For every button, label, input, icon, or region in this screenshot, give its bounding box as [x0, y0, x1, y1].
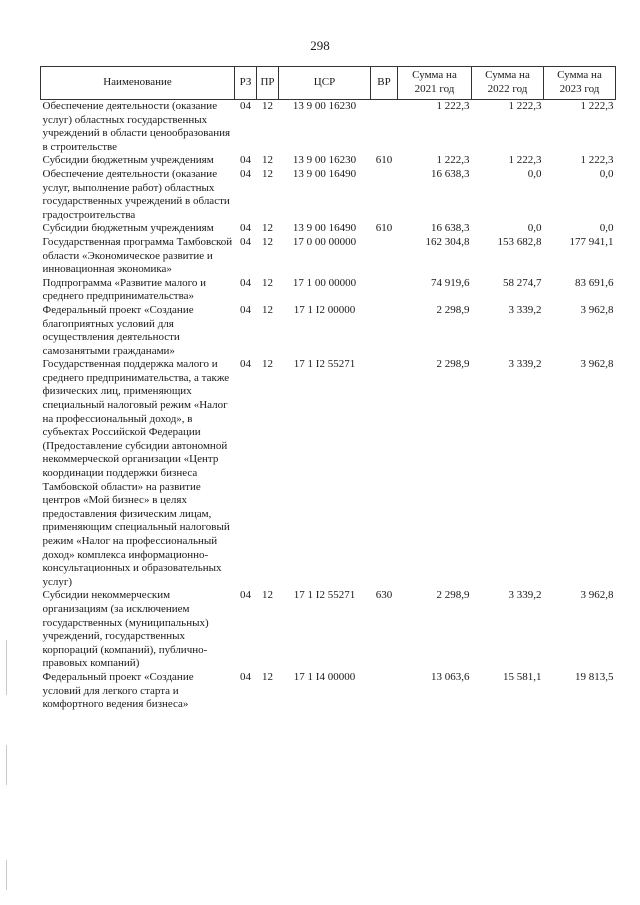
table-row — [41, 589, 616, 671]
cell-csr: 13 9 00 16230 — [292, 154, 357, 167]
cell-sum-2021: 2 298,9 — [436, 358, 470, 371]
cell-rz: 04 — [240, 154, 251, 167]
cell-csr: 13 9 00 16230 — [292, 100, 357, 112]
cell-vr — [371, 236, 398, 277]
cell-pr: 12 — [262, 235, 273, 248]
cell-sum-2022: 1 222,3 — [508, 100, 542, 112]
cell-sum-2021: 74 919,6 — [431, 276, 470, 289]
cell-sum-2021: 16 638,3 — [431, 167, 470, 180]
cell-rz: 04 — [240, 589, 251, 602]
cell-name: Государственная поддержка малого и среднего предпринимательства, а также физических лиц, применяющих специальный налоговый режим «Налог на профессиональный доход», в субъектах Российской Федерации (Предоставление субсидии автономной некоммерческой организации «Центр координации поддержки бизнеса Тамбовской области» на развитие центров «Мой бизнес» в целях предоставления физическим лицам, применяющим специальный налоговый режим «Налог на профессиональный доход» комплекса информационно-консультационных и образовательных услуг) — [42, 358, 230, 588]
cell-csr: 17 1 00 00000 — [292, 276, 357, 289]
cell-sum-2022: 0,0 — [527, 222, 542, 235]
cell-rz: 04 — [240, 100, 251, 112]
col-header-vr: ВР — [371, 67, 398, 100]
cell-sum-2021: 2 298,9 — [436, 589, 470, 602]
cell-csr: 17 1 I2 00000 — [293, 303, 356, 316]
cell-pr: 12 — [262, 154, 273, 167]
col-header-sum-2021: Сумма на 2021 год — [398, 67, 472, 100]
cell-vr: 610 — [375, 154, 393, 167]
cell-sum-2023: 3 962,8 — [580, 303, 614, 316]
cell-name: Субсидии бюджетным учреждениям — [42, 222, 214, 235]
cell-name: Субсидии некоммерческим организациям (за исключением государственных (муниципальных) учреждений, государственных корпораций (компаний), публично-правовых компаний) — [42, 589, 209, 670]
cell-name: Субсидии бюджетным учреждениям — [42, 154, 214, 167]
table-row — [41, 154, 616, 168]
cell-csr: 17 1 I2 55271 — [293, 589, 356, 602]
table-row — [41, 222, 616, 236]
table-row — [41, 304, 616, 358]
cell-rz: 04 — [240, 235, 251, 248]
cell-vr — [371, 304, 398, 358]
cell-csr: 17 1 I4 00000 — [293, 670, 356, 683]
cell-sum-2022: 0,0 — [527, 167, 542, 180]
cell-name: Обеспечение деятельности (оказание услуг, выполнение работ) областных государственных учреждений в области градостроительства — [42, 167, 230, 221]
cell-name: Федеральный проект «Создание благоприятных условий для осуществления деятельности самозанятыми гражданами» — [42, 303, 194, 357]
cell-pr: 12 — [262, 670, 273, 683]
cell-vr — [371, 100, 398, 155]
col-header-csr: ЦСР — [279, 67, 371, 100]
cell-sum-2023: 0,0 — [599, 222, 614, 235]
cell-sum-2023: 1 222,3 — [580, 100, 614, 112]
cell-vr: 610 — [375, 222, 393, 235]
cell-vr — [371, 671, 398, 712]
page-number: 298 — [310, 38, 330, 53]
cell-pr: 12 — [262, 303, 273, 316]
cell-sum-2023: 83 691,6 — [575, 276, 614, 289]
cell-sum-2023: 3 962,8 — [580, 589, 614, 602]
cell-csr: 13 9 00 16490 — [292, 222, 357, 235]
cell-pr: 12 — [262, 358, 273, 371]
cell-sum-2023: 177 941,1 — [569, 235, 614, 248]
cell-sum-2023: 3 962,8 — [580, 358, 614, 371]
table-row — [41, 100, 616, 155]
cell-sum-2022: 3 339,2 — [508, 589, 542, 602]
cell-sum-2022: 3 339,2 — [508, 358, 542, 371]
cell-vr — [371, 168, 398, 222]
cell-sum-2023: 19 813,5 — [575, 670, 614, 683]
col-header-rz: РЗ — [235, 67, 257, 100]
cell-sum-2022: 1 222,3 — [508, 154, 542, 167]
col-header-sum-2022: Сумма на 2022 год — [472, 67, 544, 100]
cell-rz: 04 — [240, 167, 251, 180]
cell-sum-2022: 15 581,1 — [503, 670, 542, 683]
budget-table — [40, 66, 616, 712]
cell-rz: 04 — [240, 276, 251, 289]
cell-name: Обеспечение деятельности (оказание услуг) областных государственных учреждений в области ценообразования в строительстве — [42, 100, 231, 153]
cell-name: Федеральный проект «Создание условий для легкого старта и комфортного ведения бизнеса» — [42, 670, 194, 711]
col-header-pr: ПР — [257, 67, 279, 100]
cell-rz: 04 — [240, 222, 251, 235]
table-row — [41, 358, 616, 589]
table-row — [41, 236, 616, 277]
scan-mark — [6, 640, 7, 695]
table-row — [41, 277, 616, 304]
cell-vr — [371, 358, 398, 589]
scan-mark — [6, 860, 7, 890]
cell-vr — [371, 277, 398, 304]
cell-sum-2022: 153 682,8 — [497, 235, 542, 248]
cell-pr: 12 — [262, 589, 273, 602]
cell-sum-2021: 162 304,8 — [425, 235, 470, 248]
cell-rz: 04 — [240, 670, 251, 683]
cell-sum-2021: 16 638,3 — [431, 222, 470, 235]
scan-mark — [6, 745, 7, 785]
cell-sum-2021: 13 063,6 — [431, 670, 470, 683]
cell-csr: 13 9 00 16490 — [292, 167, 357, 180]
cell-pr: 12 — [262, 100, 273, 112]
cell-pr: 12 — [262, 276, 273, 289]
cell-sum-2021: 2 298,9 — [436, 303, 470, 316]
col-header-name: Наименование — [41, 67, 235, 100]
cell-sum-2023: 0,0 — [599, 167, 614, 180]
col-header-sum-2023: Сумма на 2023 год — [544, 67, 616, 100]
cell-sum-2021: 1 222,3 — [436, 154, 470, 167]
cell-sum-2021: 1 222,3 — [436, 100, 470, 112]
cell-rz: 04 — [240, 358, 251, 371]
table-header-row — [41, 67, 616, 100]
table-row — [41, 168, 616, 222]
cell-csr: 17 0 00 00000 — [292, 235, 357, 248]
cell-pr: 12 — [262, 222, 273, 235]
cell-pr: 12 — [262, 167, 273, 180]
cell-name: Государственная программа Тамбовской области «Экономическое развитие и инновационная экономика» — [42, 235, 233, 276]
cell-sum-2022: 58 274,7 — [503, 276, 542, 289]
cell-name: Подпрограмма «Развитие малого и среднего предпринимательства» — [42, 276, 206, 303]
cell-sum-2023: 1 222,3 — [580, 154, 614, 167]
cell-vr: 630 — [375, 589, 393, 602]
cell-csr: 17 1 I2 55271 — [293, 358, 356, 371]
cell-rz: 04 — [240, 303, 251, 316]
cell-sum-2022: 3 339,2 — [508, 303, 542, 316]
table-row — [41, 671, 616, 712]
